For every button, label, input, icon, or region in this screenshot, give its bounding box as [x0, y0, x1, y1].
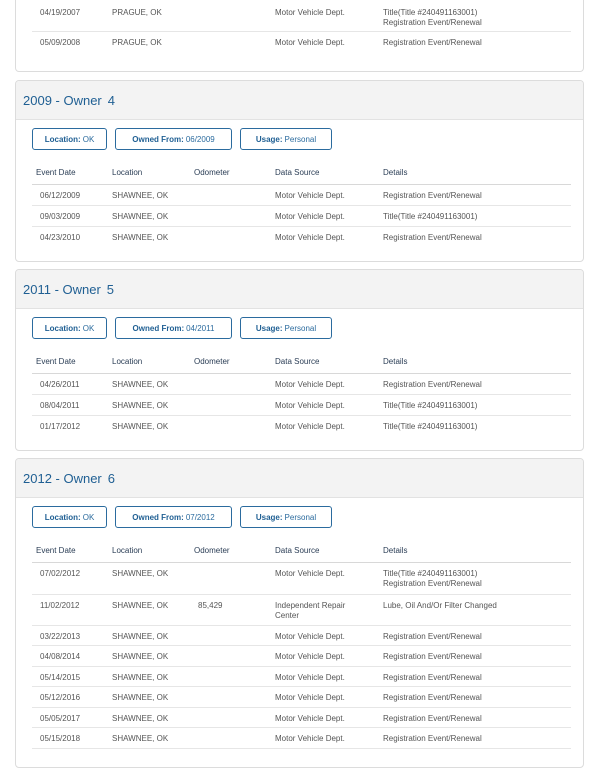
event-source: Motor Vehicle Dept. — [275, 734, 345, 743]
badge-label: Usage: — [255, 134, 283, 144]
badge-label: Usage: — [255, 323, 283, 333]
location-badge — [32, 317, 107, 339]
event-date: 05/09/2008 — [40, 38, 81, 47]
event-location: SHAWNEE, OK — [112, 734, 169, 743]
event-details — [383, 2, 571, 31]
event-location: SHAWNEE, OK — [112, 632, 169, 641]
event-detail-line: Registration Event/Renewal — [383, 18, 482, 27]
event-location: PRAGUE, OK — [112, 38, 162, 47]
header-details: Details — [383, 546, 408, 555]
event-odometer — [194, 32, 275, 54]
event-date: 01/17/2012 — [40, 422, 81, 431]
table-row — [32, 687, 571, 708]
event-date: 03/22/2013 — [40, 632, 81, 641]
table-header — [32, 540, 571, 563]
event-details: Registration Event/Renewal — [383, 734, 482, 743]
usage-badge — [240, 128, 332, 150]
badge-value: Personal — [284, 323, 317, 333]
header-data-source: Data Source — [275, 546, 320, 555]
event-details: Registration Event/Renewal — [383, 673, 482, 682]
event-odometer — [194, 227, 275, 248]
event-source: Motor Vehicle Dept. — [275, 380, 345, 389]
event-details: Registration Event/Renewal — [383, 693, 482, 702]
event-details: Registration Event/Renewal — [383, 652, 482, 661]
event-odometer — [194, 206, 275, 226]
header-location: Location — [112, 357, 143, 366]
event-odometer — [194, 667, 275, 686]
event-source: Motor Vehicle Dept. — [275, 632, 345, 641]
owner-card-4 — [15, 80, 584, 262]
event-details: Title(Title #240491163001) — [383, 401, 478, 410]
owner-title: 2009 - Owner — [23, 92, 102, 108]
event-source: Motor Vehicle Dept. — [275, 652, 345, 661]
event-details: Title(Title #240491163001) — [383, 569, 478, 578]
owner-card-header[interactable] — [16, 81, 583, 120]
location-badge — [32, 506, 107, 528]
event-date: 05/15/2018 — [40, 734, 81, 743]
event-location: SHAWNEE, OK — [112, 233, 169, 242]
header-location: Location — [112, 168, 143, 177]
owner-card-5 — [15, 269, 584, 451]
table-row — [32, 416, 571, 437]
header-details: Details — [383, 168, 408, 177]
event-details: Title(Title #240491163001) — [383, 422, 478, 431]
event-odometer: 85,429 — [198, 601, 223, 610]
location-badge — [32, 128, 107, 150]
event-location: SHAWNEE, OK — [112, 212, 169, 221]
badge-value: OK — [82, 323, 95, 333]
badge-value: 06/2009 — [185, 134, 215, 144]
event-date: 04/26/2011 — [40, 380, 80, 389]
previous-owner-table — [32, 2, 571, 54]
owner-card-6 — [15, 458, 584, 768]
previous-owner-card — [15, 0, 584, 72]
header-odometer: Odometer — [194, 546, 230, 555]
owner-card-header[interactable] — [16, 459, 583, 498]
table-row — [32, 185, 571, 206]
header-location: Location — [112, 546, 143, 555]
table-row — [32, 374, 571, 395]
table-row — [32, 206, 571, 227]
event-odometer — [194, 2, 275, 31]
event-location: SHAWNEE, OK — [112, 569, 169, 578]
owner-number: 4 — [107, 92, 115, 108]
header-details: Details — [383, 357, 408, 366]
header-event-date: Event Date — [36, 357, 76, 366]
badge-label: Location: — [44, 134, 81, 144]
table-row — [32, 2, 571, 32]
table-row — [32, 227, 571, 248]
event-source: Motor Vehicle Dept. — [275, 693, 345, 702]
event-location: SHAWNEE, OK — [112, 601, 169, 610]
event-location: SHAWNEE, OK — [112, 652, 169, 661]
event-odometer — [194, 646, 275, 666]
event-details: Lube, Oil And/Or Filter Changed — [383, 601, 497, 610]
event-location: SHAWNEE, OK — [112, 714, 169, 723]
event-details: Title(Title #240491163001) — [383, 212, 478, 221]
event-date: 06/12/2009 — [40, 191, 81, 200]
owner-number: 6 — [107, 470, 115, 486]
event-table — [32, 162, 571, 248]
event-odometer — [194, 563, 275, 594]
event-source: Motor Vehicle Dept. — [275, 38, 345, 47]
header-odometer: Odometer — [194, 168, 230, 177]
event-odometer — [194, 728, 275, 748]
owner-badges — [16, 506, 583, 530]
event-details — [383, 563, 571, 594]
event-table — [32, 351, 571, 437]
event-details: Registration Event/Renewal — [383, 38, 482, 47]
table-row — [32, 563, 571, 595]
table-row — [32, 395, 571, 416]
event-details: Registration Event/Renewal — [383, 632, 482, 641]
table-row — [32, 595, 571, 626]
header-event-date: Event Date — [36, 546, 76, 555]
event-details: Registration Event/Renewal — [383, 579, 482, 588]
event-detail-line: Title(Title #240491163001) — [383, 8, 478, 17]
badge-value: Personal — [284, 512, 317, 522]
event-source: Motor Vehicle Dept. — [275, 422, 345, 431]
table-row — [32, 32, 571, 54]
owner-title: 2011 - Owner — [23, 281, 101, 297]
event-source: Motor Vehicle Dept. — [275, 401, 345, 410]
event-odometer — [194, 374, 275, 394]
event-date: 11/02/2012 — [40, 601, 80, 610]
table-row — [32, 626, 571, 646]
event-source: Motor Vehicle Dept. — [275, 8, 345, 17]
owned-from-badge — [115, 506, 232, 528]
event-source: Independent Repair Center — [275, 601, 346, 620]
event-source: Motor Vehicle Dept. — [275, 233, 345, 242]
badge-label: Owned From: — [132, 134, 184, 144]
table-header — [32, 162, 571, 185]
event-date: 07/02/2012 — [40, 569, 81, 578]
usage-badge — [240, 317, 332, 339]
badge-value: Personal — [284, 134, 317, 144]
badge-label: Location: — [44, 512, 81, 522]
event-location: SHAWNEE, OK — [112, 673, 169, 682]
event-date: 05/14/2015 — [40, 673, 81, 682]
event-odometer — [194, 185, 275, 205]
owner-number: 5 — [106, 281, 115, 297]
event-details: Registration Event/Renewal — [383, 380, 482, 389]
event-location: PRAGUE, OK — [112, 8, 162, 17]
event-date: 04/08/2014 — [40, 652, 81, 661]
event-details: Registration Event/Renewal — [383, 191, 482, 200]
event-source: Motor Vehicle Dept. — [275, 673, 345, 682]
usage-badge — [240, 506, 332, 528]
badge-value: 04/2011 — [186, 323, 215, 333]
event-details: Registration Event/Renewal — [383, 714, 482, 723]
event-odometer — [194, 395, 275, 415]
event-location: SHAWNEE, OK — [112, 401, 169, 410]
event-location: SHAWNEE, OK — [112, 191, 169, 200]
owner-badges — [16, 317, 583, 341]
table-header — [32, 351, 571, 374]
event-source: Motor Vehicle Dept. — [275, 569, 345, 578]
owned-from-badge — [115, 128, 232, 150]
badge-label: Owned From: — [132, 323, 185, 333]
table-row — [32, 708, 571, 728]
table-row — [32, 646, 571, 667]
header-event-date: Event Date — [36, 168, 76, 177]
event-location: SHAWNEE, OK — [112, 693, 169, 702]
header-data-source: Data Source — [275, 168, 320, 177]
header-data-source: Data Source — [275, 357, 320, 366]
header-odometer: Odometer — [194, 357, 230, 366]
event-table — [32, 540, 571, 749]
event-source: Motor Vehicle Dept. — [275, 714, 345, 723]
table-row — [32, 667, 571, 687]
event-location: SHAWNEE, OK — [112, 380, 169, 389]
event-date: 09/03/2009 — [40, 212, 81, 221]
event-source: Motor Vehicle Dept. — [275, 191, 345, 200]
table-row — [32, 728, 571, 749]
owner-title: 2012 - Owner — [23, 470, 102, 486]
event-date: 05/05/2017 — [40, 714, 81, 723]
event-odometer — [194, 708, 275, 727]
event-odometer — [194, 687, 275, 707]
event-odometer — [194, 416, 275, 437]
owner-badges — [16, 128, 583, 152]
owned-from-badge — [115, 317, 232, 339]
badge-label: Location: — [44, 323, 81, 333]
event-date: 08/04/2011 — [40, 401, 80, 410]
badge-value: OK — [82, 512, 95, 522]
event-date: 04/19/2007 — [40, 8, 81, 17]
badge-label: Owned From: — [132, 512, 184, 522]
badge-label: Usage: — [255, 512, 283, 522]
event-odometer — [194, 626, 275, 645]
event-source: Motor Vehicle Dept. — [275, 212, 345, 221]
badge-value: OK — [82, 134, 95, 144]
badge-value: 07/2012 — [185, 512, 215, 522]
event-date: 04/23/2010 — [40, 233, 81, 242]
event-location: SHAWNEE, OK — [112, 422, 169, 431]
event-details: Registration Event/Renewal — [383, 233, 482, 242]
event-date: 05/12/2016 — [40, 693, 81, 702]
owner-card-header[interactable] — [16, 270, 583, 309]
